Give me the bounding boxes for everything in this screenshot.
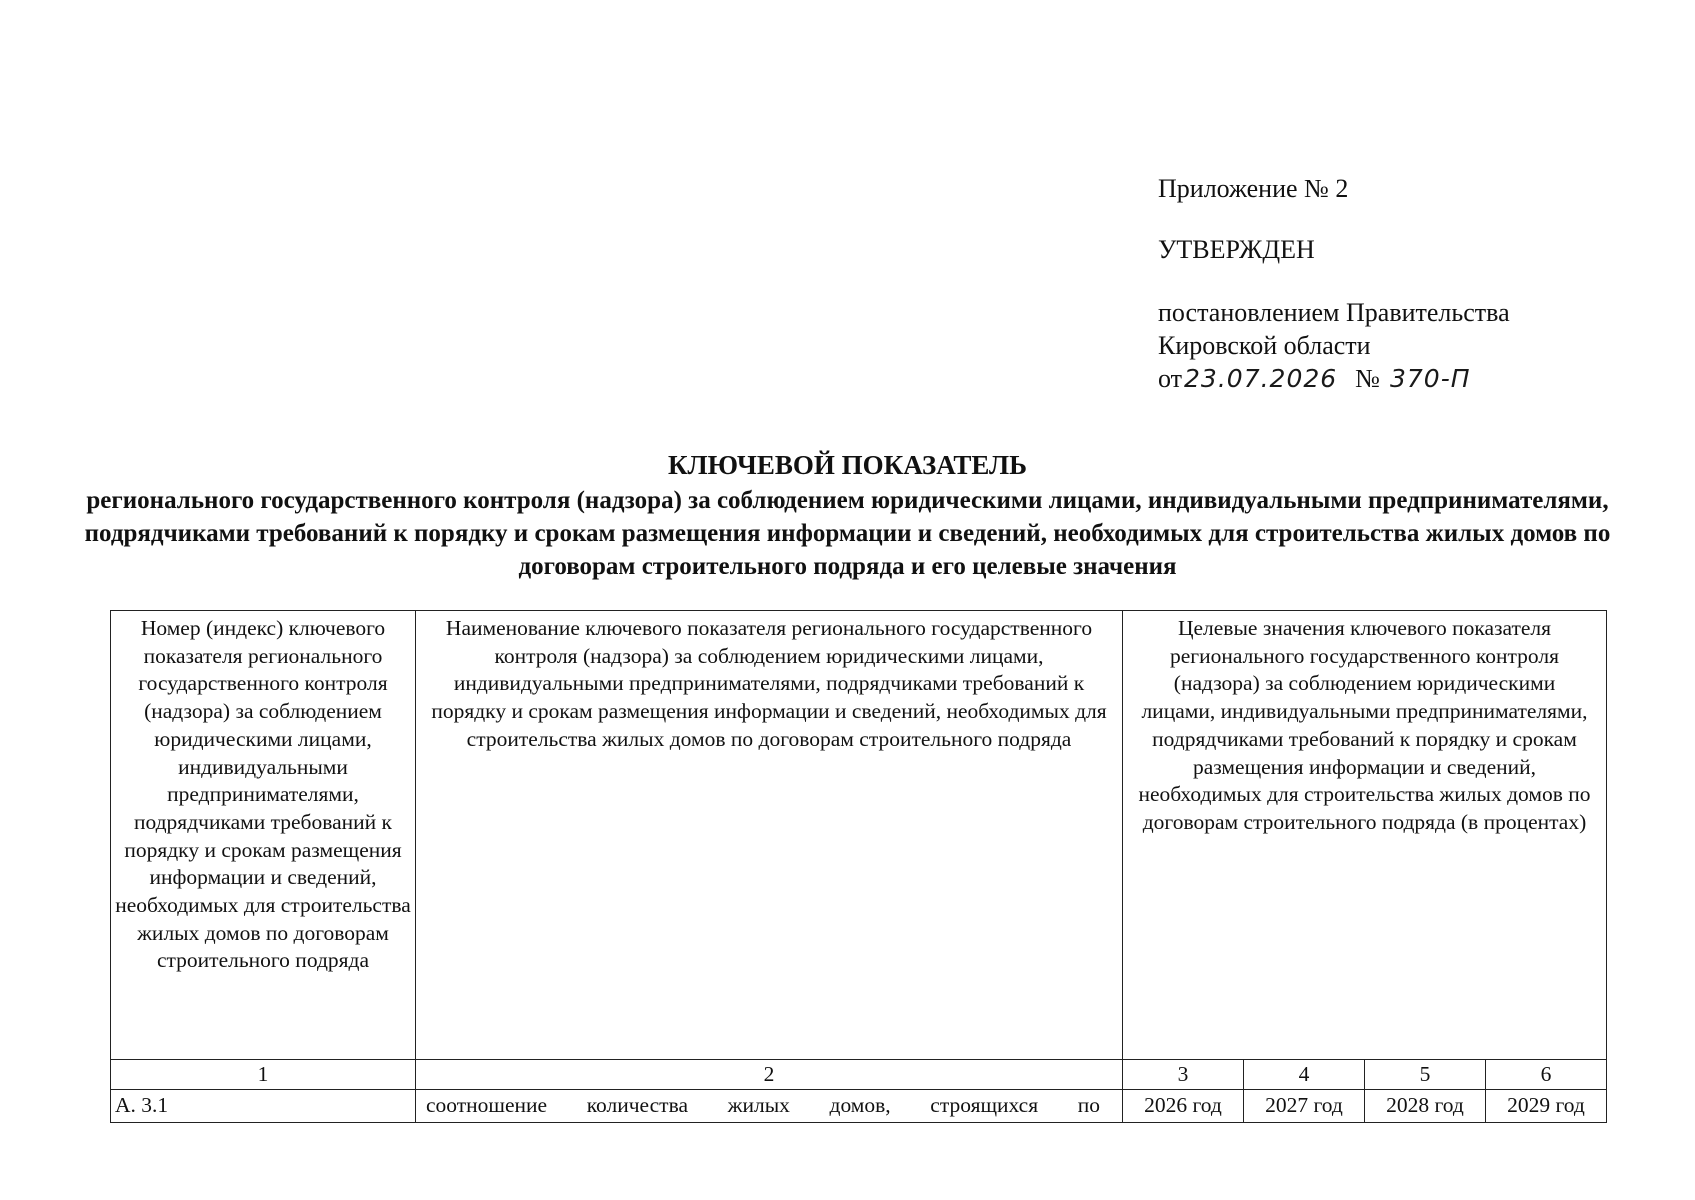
document-title: КЛЮЧЕВОЙ ПОКАЗАТЕЛЬ xyxy=(667,450,1028,480)
column-number: 6 xyxy=(1486,1060,1607,1090)
handwritten-number: 370-П xyxy=(1389,364,1471,393)
appendix-label: Приложение № 2 xyxy=(1158,174,1349,203)
date-prefix: от xyxy=(1158,364,1183,393)
column-number: 3 xyxy=(1123,1060,1244,1090)
number-sign: № xyxy=(1355,364,1380,393)
decree-date-number xyxy=(1158,362,1638,395)
header-target-values: Целевые значения ключевого показателя регионального государственного контроля (надзора) за соблюдением юридическими лицами, индивидуальными предпринимателями, подрядчиками требований к порядку и срокам размещения информации и сведений, необходимых для строительства жилых домов по договорам строительного подряда (в процентах) xyxy=(1123,611,1607,1060)
column-number: 1 xyxy=(111,1060,416,1090)
column-number: 5 xyxy=(1365,1060,1486,1090)
key-indicator-table xyxy=(110,610,1607,1123)
row-year: 2028 год xyxy=(1365,1090,1486,1123)
table-header-row xyxy=(111,611,1607,1060)
approval-block xyxy=(1158,172,1638,395)
decree-line-1: постановлением Правительства xyxy=(1158,298,1510,327)
document-subtitle: регионального государственного контроля (надзора) за соблюдением юридическими лицами, индивидуальными предпринимателями, подрядчиками требований к порядку и срокам размещения информации и сведений, необходимых для строительства жилых домов по договорам строительного подряда и его целевые значения xyxy=(84,487,1611,580)
column-number: 2 xyxy=(416,1060,1123,1090)
document-title-block xyxy=(80,448,1615,583)
approved-label: УТВЕРЖДЕН xyxy=(1158,235,1315,264)
header-index: Номер (индекс) ключевого показателя регионального государственного контроля (надзора) за соблюдением юридическими лицами, индивидуальными предпринимателями, подрядчиками требований к порядку и срокам размещения информации и сведений, необходимых для строительства жилых домов по договорам строительного подряда xyxy=(111,611,416,1060)
row-year: 2026 год xyxy=(1123,1090,1244,1123)
column-number: 4 xyxy=(1244,1060,1365,1090)
handwritten-date: 23.07.2026 xyxy=(1184,364,1338,393)
row-year: 2029 год xyxy=(1486,1090,1607,1123)
header-indicator-name: Наименование ключевого показателя регионального государственного контроля (надзора) за соблюдением юридическими лицами, индивидуальными предпринимателями, подрядчиками требований к порядку и срокам размещения информации и сведений, необходимых для строительства жилых домов по договорам строительного подряда xyxy=(416,611,1123,1060)
row-year: 2027 год xyxy=(1244,1090,1365,1123)
decree-line-2: Кировской области xyxy=(1158,331,1371,360)
row-indicator-name: соотношение количества жилых домов, строящихся по xyxy=(416,1090,1123,1123)
row-index: А. 3.1 xyxy=(111,1090,416,1123)
column-number-row xyxy=(111,1060,1607,1090)
table-row xyxy=(111,1090,1607,1123)
